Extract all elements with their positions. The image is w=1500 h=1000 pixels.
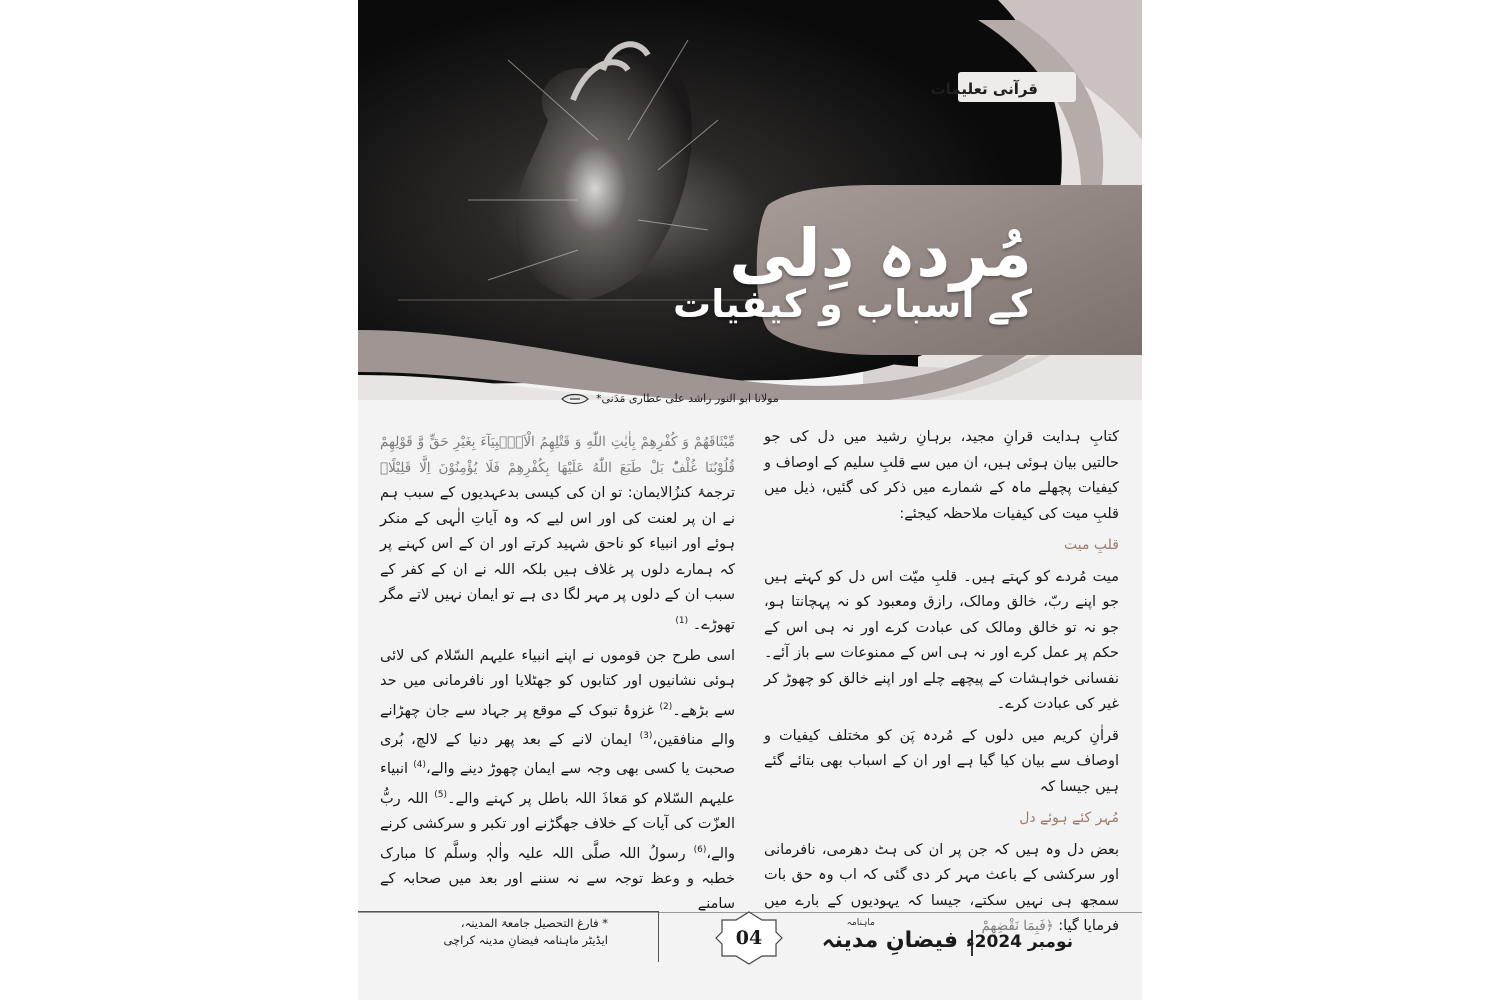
footnote-ref: (5) <box>434 789 448 800</box>
issue-date: نومبر 2024ء <box>965 932 1073 952</box>
paragraph <box>380 644 735 918</box>
footnote-line: ایڈیٹر ماہنامہ فیضانِ مدینہ کراچی <box>443 933 608 947</box>
column-right <box>764 425 1119 946</box>
footnote-ref: (2) <box>659 701 673 712</box>
footnote-ref: (3) <box>639 731 653 742</box>
subheading: قلبِ میت <box>1064 537 1119 553</box>
masthead-label: ماہنامہ <box>846 918 875 928</box>
paragraph-text: انبیاء علیہم السّلام کو مَعاذَ اللہ باطل پر کہنے والے۔ <box>380 761 736 807</box>
paragraph-text: اللہ ربُّ العزّت کی آیات کے خلاف جھگڑنے اور تکبر و سرکشی کرنے والے، <box>380 790 736 862</box>
subheading: مُہر کئے ہوئے دل <box>1019 810 1119 826</box>
masthead <box>803 918 1133 958</box>
paragraph-text: رسولُ اللہ صلَّی اللہ علیہ واٰلہٖ وسلَّم کا مبارک خطبہ و وعظ توجہ سے نہ سننے اور بعد میں صحابہ کے سامنے <box>380 845 735 913</box>
paragraph: قراٰنِ کریم میں دلوں کے مُردہ پَن کو مختلف کیفیات و اوصاف سے بیان کیا گیا ہے اور ان کے اسباب بھی بتائے گئے ہیں جیسا کہ <box>764 727 1119 795</box>
ayah-paragraph <box>380 430 735 638</box>
pen-icon <box>560 391 590 407</box>
column-left <box>380 430 735 924</box>
page-number-badge <box>714 910 784 966</box>
paragraph-text: بعض دل وہ ہیں کہ جن پر ان کی ہٹ دھرمی، نافرمانی اور سرکشی کے باعث مہر کر دی گئی کہ اب وہ حق بات سمجھ ہی نہیں سکتے، جیسا کہ یہودیوں کے بارے میں فرمایا گیا: <box>764 841 1119 934</box>
magazine-page <box>358 0 1142 1000</box>
paragraph-text: ایمان لانے کے بعد پھر دنیا کے لالچ، بُری صحبت یا کسی بھی وجہ سے ایمان چھوڑ دینے والے، <box>380 731 736 778</box>
paragraph-text: اسی طرح جن قوموں نے اپنے انبیاء علیہم السّلام کی لائی ہوئی نشانیوں اور کتابوں کو جھٹلایا اور نافرمانی میں حد سے بڑھے۔ <box>380 647 735 719</box>
magazine-name: فیضانِ مدینہ <box>821 928 958 953</box>
footnote-line: * فارغ التحصیل جامعۃ المدینہ، <box>460 916 608 930</box>
hero-artwork <box>358 0 1142 400</box>
paragraph: کتابِ ہدایت قرانِ مجید، برہانِ رشید میں دل کی جو حالتیں بیان ہوئی ہیں، ان میں سے قلبِ سلیم کے اوصاف و کیفیات پچھلے ماہ کے شمارے میں ذکر کی گئیں، ذیل میں قلبِ میت کی کیفیات ملاحظہ کیجئے: <box>764 429 1119 522</box>
footnote-ref: (1) <box>675 615 689 626</box>
article-subtitle: کے اسباب و کیفیات <box>673 282 1032 326</box>
footnote-ref: (4) <box>413 760 427 771</box>
page-number: 04 <box>735 927 763 949</box>
ayah-text: ﴿فَبِمَا نَقْضِهِمْ <box>981 918 1054 934</box>
paragraph: میت مُردے کو کہتے ہیں۔ قلبِ میّت اس دل کو کہتے ہیں جو اپنے ربّ، خالق ومالک، رازق ومعبود کو نہ پہچانتا ہو، جو نہ تو خالق ومالک کی عبادت کرے اور نہ ہی اس کے حکم پر عمل کرے اور نہ ہی اس کے ممنوعات سے باز آئے۔ نفسانی خواہشات کے پیچھے چلے اور اپنے خالق کو چھوڑ کر غیر کی عبادت کرے۔ <box>764 568 1119 712</box>
section-tag: قرآنی تعلیمات <box>930 80 1038 98</box>
author-footnote <box>428 915 608 949</box>
translation-text: ترجمۂ کنزُالایمان: تو ان کی کیسی بدعہدیوں کے سبب ہم نے ان پر لعنت کی اور اس لیے کہ وہ آیاتِ الٰہی کے منکر ہوئے اور انبیاء کو ناحق شہید کرتے اور ان کے اس کہنے پر کہ ہمارے دلوں پر غلاف ہیں بلکہ اللہ نے ان کے کفر کے سبب ان کے دلوں پر مہر لگا دی ہے تو ایمان نہیں لاتے مگر تھوڑے۔ <box>380 485 735 633</box>
article-title: مُردہ دِلی <box>729 215 1032 292</box>
paragraph-text: غزوۂ تبوک کے موقع پر جہاد سے جان چھڑانے والے منافقین، <box>380 702 735 748</box>
ayah-text: مِّیْثَاقَهُمْ وَ كُفْرِهِمْ بِاٰیٰتِ اللّٰهِ وَ قَتْلِهِمُ الْاَنْۢبِیَآءَ بِغَیْرِ حَقٍّ وَّ قَوْلِهِمْ قُلُوْبُنَا غُلْفٌؕ بَلْ طَبَعَ اللّٰهُ عَلَیْهَا بِكُفْرِهِمْ فَلَا یُؤْمِنُوْنَ اِلَّا قَلِیْلًا﴾ <box>380 434 735 476</box>
hero-banner <box>358 0 1142 395</box>
footnote-ref: (6) <box>693 844 707 855</box>
author-name: مولانا ابو النور راشد علی عطاری مَدَنی* <box>596 392 779 405</box>
